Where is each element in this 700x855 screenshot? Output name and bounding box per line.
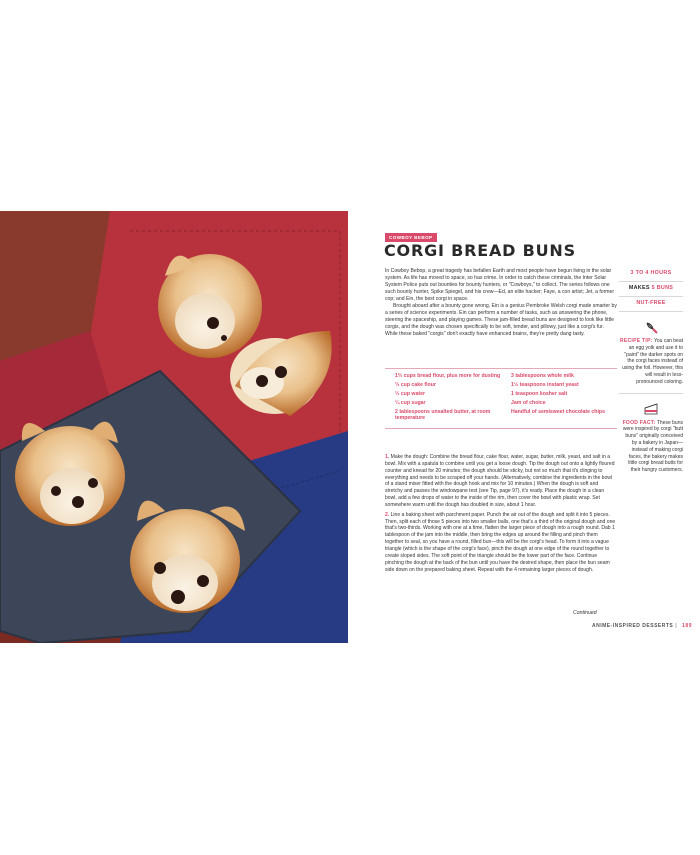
- yield: [619, 282, 683, 297]
- whisk-icon: [643, 319, 659, 335]
- recipe-tip-text: You can beat an egg yolk and use it to "paint" the darker spots on the corgi faces instead of using the foil. However, this will result in less-pronounced coloring.: [622, 338, 683, 385]
- section-name: ANIME-INSPIRED DESSERTS: [592, 623, 674, 629]
- ingredient-item: ¼ cup sugar: [395, 400, 426, 406]
- nut-free-label: NUT-FREE: [619, 297, 683, 312]
- ingredient-item: 1 teaspoon kosher salt: [511, 391, 568, 397]
- recipe-tip-label: RECIPE TIP:: [619, 338, 653, 344]
- corgi-buns-photo-illustration: [0, 211, 348, 643]
- ingredient-item: ⅓ cup water: [395, 391, 425, 397]
- recipe-title: CORGI BREAD BUNS: [384, 241, 576, 260]
- step-number: 1.: [385, 454, 390, 460]
- ingredient-item: 3 tablespoons whole milk: [511, 373, 574, 379]
- intro-text: [385, 268, 617, 338]
- prep-time: 3 TO 4 HOURS: [619, 267, 683, 282]
- step-text: Make the dough: Combine the bread flour, cake flour, water, sugar, butter, milk, yeast, and salt in a bowl. Mix with a spatula to combine until you get a loose dough. Tip the dough out onto a lightly floured counter and knead for 20 minutes; the dough should be sticky, but not so much that it's clinging to everything and needs to be scraped off your hands. (Alternatively, combine the ingredients in the bowl of a stand mixer fitted with the dough hook and mix for 10 minutes.) When the dough is soft and stretchy and passes the windowpane test (see Tip, page 97), it's ready. Place the dough in a clean bowl, add a few drops of water to the inside of the rim, then cover the bowl with plastic wrap. Set somewhere warm until the dough has doubled in size, about 1 hour.: [385, 454, 615, 508]
- instruction-step: [385, 512, 617, 574]
- yield-prefix: MAKES: [628, 285, 652, 291]
- continued-label: Continued: [573, 610, 597, 616]
- ingredients-column-right: [501, 373, 617, 424]
- instruction-step: [385, 454, 617, 509]
- ingredient-item: 2 tablespoons unsalted butter, at room temperature: [395, 409, 491, 422]
- recipe-sidebar: [619, 267, 683, 474]
- ingredient-item: 1⅔ cups bread flour, plus more for dusting: [395, 373, 501, 379]
- page-number: 189: [682, 623, 692, 629]
- recipe-page: [357, 211, 700, 643]
- page-footer: [592, 623, 692, 629]
- intro-paragraph: Brought aboard after a bounty gone wrong, Ein is a genius Pembroke Welsh corgi made smarter by a series of science experiments. Ein can perform a number of tasks, such as answering the phone, steering the spaceship, and playing games. These jam-filled bread buns are designed to look like little corgis, and the dough was chosen specifically to be soft, tender, and pillowy, just like a corgi's fur. While these baked "corgis" don't exactly have enhanced brains, they're pretty dang tasty.: [385, 303, 617, 338]
- step-text: Line a baking sheet with parchment paper. Punch the air out of the dough and split it into 5 pieces. Then, split each of those 5 pieces into two smaller balls, one that's a third of the original dough and one that's two-thirds. Working with one at a time, flatten the larger piece of dough into a rough round. Dab 1 tablespoon of the jam into the middle, then bring the edges up around the filling and pinch them together to seal, so you have a round, filled bun—this will be the corgi's head. To form it into a vague triangle (which is the shape of the corgi's face), pinch the dough at one edge of the round together to create sloped sides. The soft point of the triangle should be the lower part of the face. Continue pinching the dough at the back of the bun until you have the desired shape, then place the bun seam side down on the prepared baking sheet. Repeat with the 4 remaining larger pieces of dough.: [385, 511, 616, 573]
- step-number: 2.: [385, 511, 390, 518]
- intro-paragraph: In Cowboy Bebop, a great tragedy has befallen Earth and most people have begun living in the solar system. As life has moved to space, so has crime. In order to catch these criminals, the Inter Solar System Police puts out bounties for bounty hunters, or "Cowboys," to collect. The series follows one such bounty hunter, Spike Spiegel, and his crew—Ed, an elite hacker; Faye, a con artist; Jet, a former cop; and Ein, the best corgi in space.: [385, 268, 615, 303]
- ingredient-item: Handful of semisweet chocolate chips: [511, 409, 605, 415]
- ingredient-item: ⅓ cup cake flour: [395, 382, 436, 388]
- food-fact: [619, 420, 683, 474]
- folio-separator: |: [675, 623, 678, 629]
- sidebar-divider: [619, 393, 683, 394]
- ingredients-list: [385, 368, 617, 429]
- series-tag: COWBOY BEBOP: [385, 233, 437, 242]
- food-photo: [0, 211, 348, 643]
- ingredient-item: Jam of choice: [511, 400, 546, 406]
- cake-slice-icon: [643, 401, 659, 417]
- food-fact-label: FOOD FACT:: [622, 419, 656, 426]
- food-fact-text: These buns were inspired by corgi "butt buns" originally conceived by a bakery in Japan—instead of making corgi faces, the bakery makes little corgi bread butts for their hungry customers.: [622, 419, 683, 474]
- ingredient-item: 1½ teaspoons instant yeast: [511, 382, 579, 388]
- yield-count: 5 BUNS: [651, 285, 674, 291]
- ingredients-column-left: [385, 373, 501, 424]
- recipe-tip: [619, 338, 683, 386]
- instructions: [385, 454, 617, 576]
